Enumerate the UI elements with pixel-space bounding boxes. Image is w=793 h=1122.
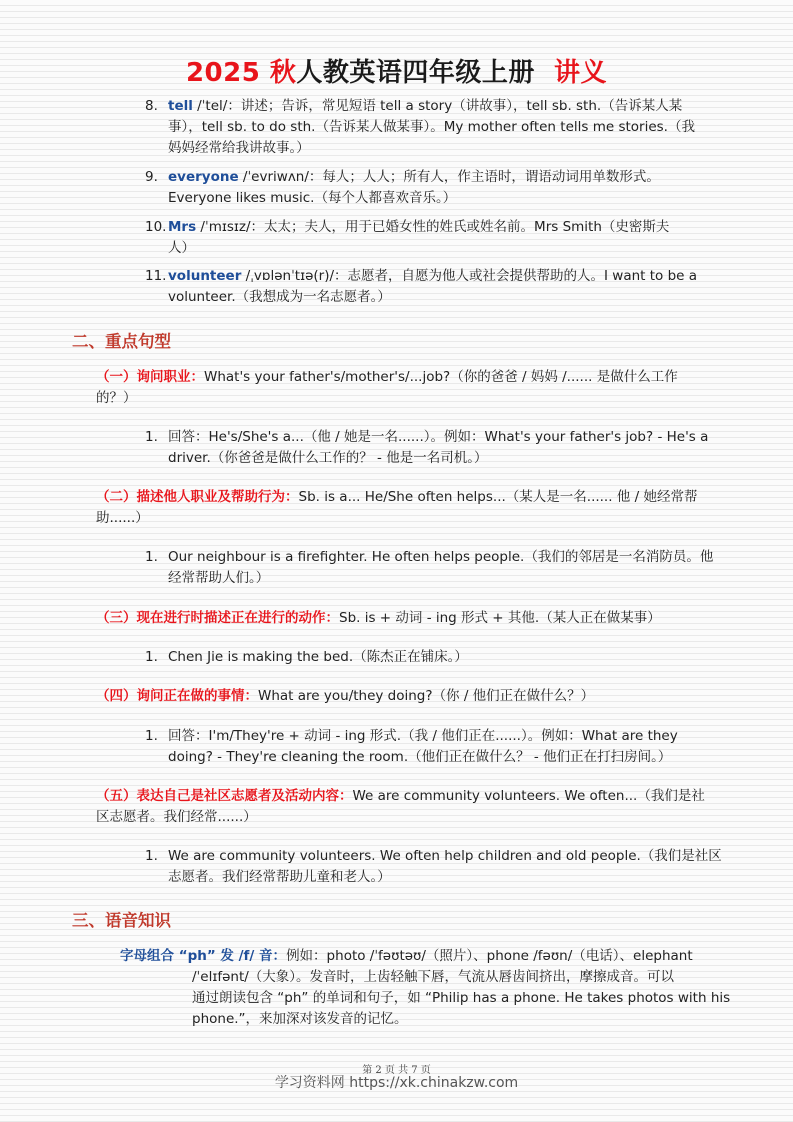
pattern-example: Our neighbour is a firefighter. He often helps people.（我们的邻居是一名消防员。他 bbox=[168, 549, 714, 565]
pattern-example: Chen Jie is making the bed.（陈杰正在铺床。） bbox=[168, 649, 468, 665]
pattern-heading: （二）描述他人职业及帮助行为：Sb. is a... He/She often helps...（某人是一名...... 他 / 她经常帮 bbox=[96, 489, 698, 505]
vocab-word: tell bbox=[168, 98, 193, 114]
section-heading: 二、重点句型 bbox=[72, 332, 171, 351]
pattern-heading: （三）现在进行时描述正在进行的动作：Sb. is + 动词 - ing 形式 + 其他.（某人正在做某事） bbox=[96, 610, 661, 626]
pattern-heading: （四）询问正在做的事情：What are you/they doing?（你 / 他们正在做什么？） bbox=[96, 688, 595, 704]
pattern-example: We are community volunteers. We often help children and old people.（我们是社区 bbox=[168, 848, 722, 864]
pattern-example: 回答：He's/She's a...（他 / 她是一名......）。例如：What's your father's job? - He's a bbox=[168, 429, 709, 445]
site-watermark: 学习资料网 https://xk.chinakzw.com bbox=[274, 1075, 519, 1091]
page-number: 第 2 页 共 7 页 bbox=[362, 1065, 431, 1076]
section-heading: 三、语音知识 bbox=[72, 911, 171, 930]
page-title: 2025 秋人教英语四年级上册 讲义 bbox=[185, 58, 608, 88]
pattern-example: 回答：I'm/They're + 动词 - ing 形式.（我 / 他们正在......）。例如：What are they bbox=[168, 728, 678, 744]
vocab-word: everyone bbox=[168, 169, 239, 185]
pattern-heading: （一）询问职业：What's your father's/mother's/...job?（你的爸爸 / 妈妈 /...... 是做什么工作 bbox=[96, 369, 678, 385]
vocab-word: Mrs bbox=[168, 219, 197, 235]
vocab-word: volunteer bbox=[168, 268, 242, 284]
pattern-heading: （五）表达自己是社区志愿者及活动内容：We are community volunteers. We often...（我们是社 bbox=[96, 788, 705, 804]
